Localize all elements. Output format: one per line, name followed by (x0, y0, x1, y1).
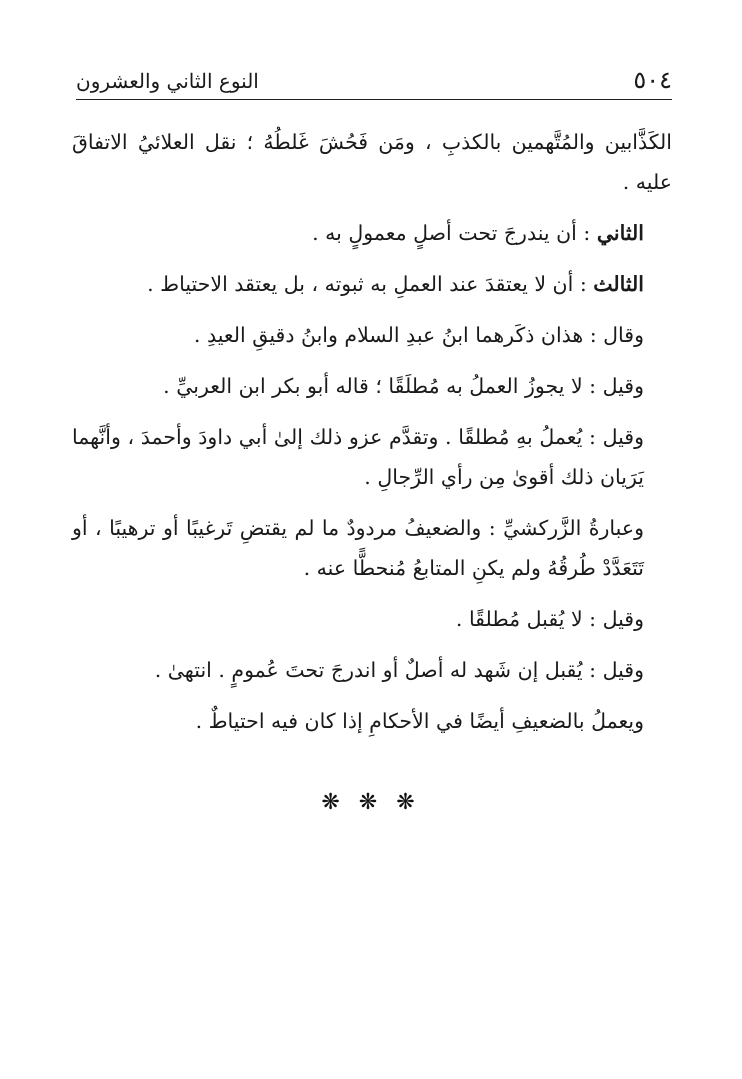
paragraph (72, 599, 672, 639)
paragraph-text: وقيل : لا يجوزُ العملُ به مُطلَقًا ؛ قاله أبو بكر ابن العربيِّ . (163, 374, 644, 398)
paragraph-text: وقال : هذان ذكَرهما ابنُ عبدِ السلام وابنُ دقيقِ العيدِ . (193, 323, 644, 347)
page-number: ٥٠٤ (633, 66, 672, 94)
header-divider (76, 99, 672, 100)
paragraph-continuation (72, 122, 672, 202)
paragraph-text: ويعملُ بالضعيفِ أيضًا في الأحكامِ إذا كان فيه احتياطٌ . (195, 709, 644, 733)
running-title: النوع الثاني والعشرون (76, 69, 259, 93)
paragraph-second-condition (72, 213, 672, 253)
paragraph (72, 508, 672, 588)
paragraph (72, 366, 672, 406)
paragraph-third-condition (72, 264, 672, 304)
paragraph (72, 701, 672, 741)
paragraph-text: وقيل : يُقبل إن شَهد له أصلٌ أو اندرجَ تحتَ عُمومٍ . انتهىٰ . (154, 658, 644, 682)
paragraph-label: الثاني (596, 221, 644, 245)
section-separator: ❋ ❋ ❋ (321, 790, 421, 815)
paragraph-text: وعبارةُ الزَّركشيِّ : والضعيفُ مردودٌ ما لم يقتضِ تَرغيبًا أو ترهيبًا ، أو تَتَعَدَّدْ طُرقُهُ ولم يكنِ المتابعُ مُنحطًّا عنه . (72, 516, 644, 580)
paragraph-text: وقيل : يُعملُ بهِ مُطلقًا . وتقدَّم عزو ذلك إلىٰ أبي داودَ وأحمدَ ، وأنَّهما يَرَيان ذلك أقوىٰ مِن رأي الرِّجالِ . (72, 425, 644, 489)
paragraph-text: : أن لا يعتقدَ عند العملِ به ثبوته ، بل يعتقد الاحتياط . (147, 272, 594, 296)
paragraph-text: الكَذَّابين والمُتَّهمين بالكذبِ ، ومَن فَحُشَ غَلطُهُ ؛ نقل العلائيُ الاتفاقَ عليه . (72, 130, 672, 194)
paragraph (72, 417, 672, 497)
paragraph (72, 650, 672, 690)
paragraph-text: : أن يندرجَ تحت أصلٍ معمولٍ به . (312, 221, 597, 245)
body-text (72, 122, 672, 752)
paragraph-label: الثالث (593, 272, 644, 296)
paragraph-text: وقيل : لا يُقبل مُطلقًا . (455, 607, 644, 631)
page-header (76, 62, 672, 98)
paragraph (72, 315, 672, 355)
